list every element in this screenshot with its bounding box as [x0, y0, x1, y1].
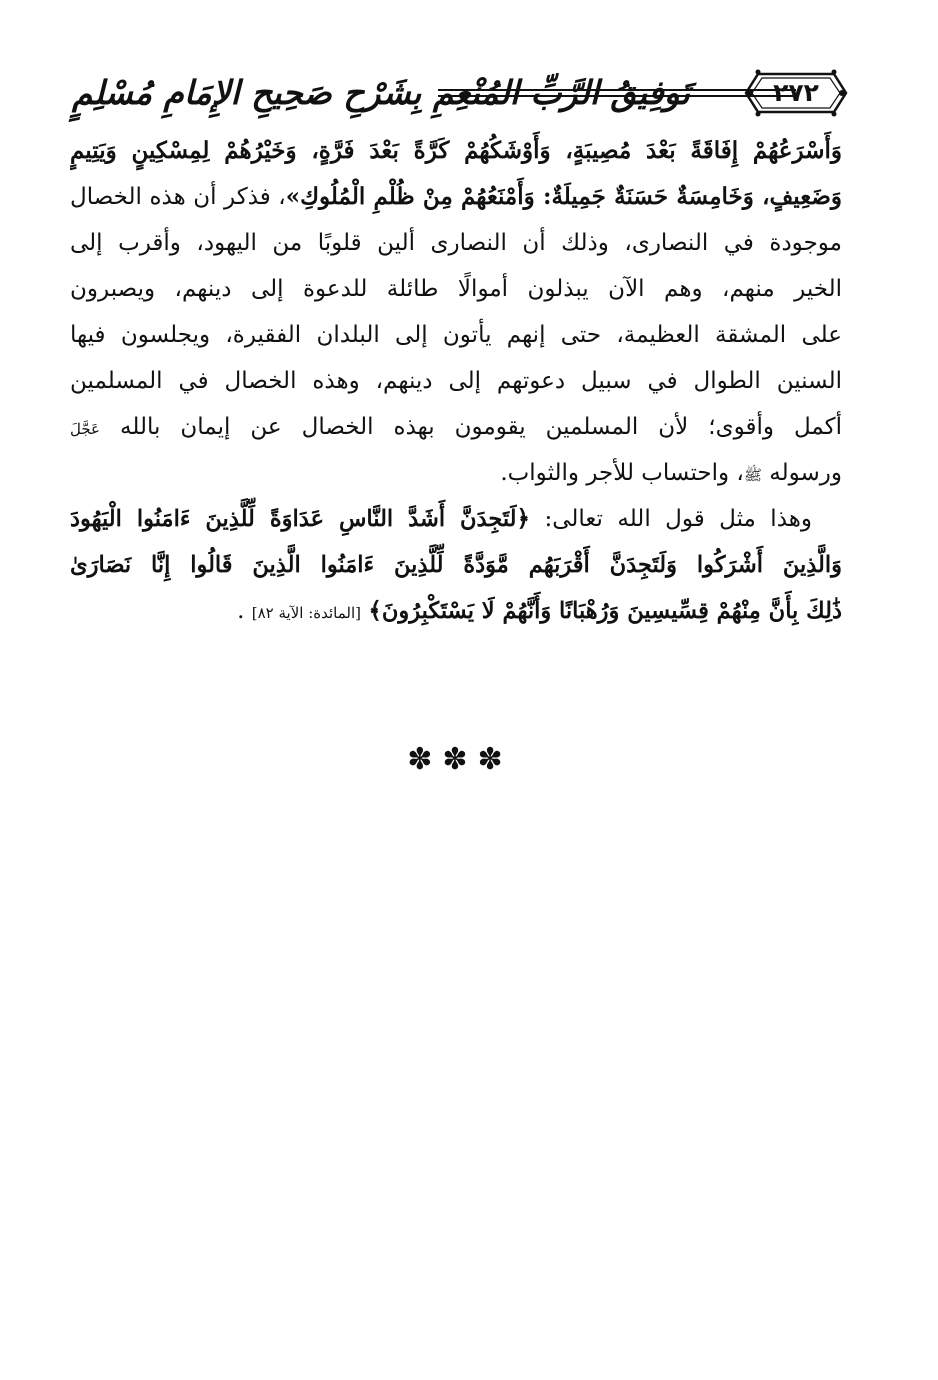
book-title: تَوفِيقُ الرَّبِّ المُنْعِمِ بِشَرْحِ صَحِيحِ الإِمَامِ مُسْلِمٍ — [72, 73, 690, 112]
text-line-6: السنين الطوال في سبيل دعوتهم إلى دينهم، وهذه الخصال في المسلمين — [70, 368, 842, 394]
text-line-3: موجودة في النصارى، وذلك أن النصارى ألين قلوبًا من اليهود، وأقرب إلى — [70, 230, 842, 256]
commentary-start: ، فذكر أن هذه الخصال — [70, 184, 286, 210]
text-line-8-end: ، واحتساب للأجر والثواب. — [500, 460, 744, 486]
text-line-5: على المشقة العظيمة، حتى إنهم يأتون إلى البلدان الفقيرة، ويجلسون فيها — [70, 322, 842, 348]
section-separator: ✽✽✽ — [407, 742, 513, 777]
text-line-7 — [70, 404, 842, 450]
page-header — [60, 56, 852, 130]
text-line-8-start: ورسوله — [769, 460, 842, 486]
verse-reference: [المائدة: الآية ٨٢] — [251, 604, 362, 622]
text-line-1: وَأَسْرَعُهُمْ إِفَاقَةً بَعْدَ مُصِيبَةٍ، وَأَوْشَكُهُمْ كَرَّةً بَعْدَ فَرَّةٍ، وَخَيْرُهُمْ لِمِسْكِينٍ وَيَتِيمٍ — [70, 137, 842, 164]
quran-verse-part-1: لَتَجِدَنَّ أَشَدَّ النَّاسِ عَدَاوَةً لِّلَّذِينَ ءَامَنُوا الْيَهُودَ — [70, 506, 517, 532]
honorific-glyph: عَجَّلَ — [70, 420, 100, 438]
body-text — [70, 128, 842, 634]
quote-intro: وهذا مثل قول الله تعالى: — [544, 506, 813, 532]
quran-close-bracket: ﴾ — [368, 597, 382, 624]
page-number: ٢٧٢ — [773, 78, 819, 107]
hadith-text-end: وَضَعِيفٍ، وَخَامِسَةٌ حَسَنَةٌ جَمِيلَةٌ: وَأَمْنَعُهُمْ مِنْ ظُلْمِ الْمُلُوكِ» — [285, 183, 842, 210]
text-line-8 — [70, 450, 842, 496]
header-rule — [438, 89, 796, 97]
text-line-11 — [70, 588, 842, 634]
text-line-2 — [70, 174, 842, 220]
quran-verse-part-2: وَالَّذِينَ أَشْرَكُوا وَلَتَجِدَنَّ أَقْرَبَهُم مَّوَدَّةً لِّلَّذِينَ ءَامَنُوا الَّذِينَ قَالُوا إِنَّا نَصَارَىٰ — [70, 552, 842, 578]
quran-open-bracket: ﴿ — [516, 505, 531, 532]
text-line-9 — [70, 496, 842, 542]
page-number-badge — [744, 66, 848, 120]
salutation-glyph: ﷺ — [743, 466, 762, 484]
quran-verse-part-3: ذَٰلِكَ بِأَنَّ مِنْهُمْ قِسِّيسِينَ وَرُهْبَانًا وَأَنَّهُمْ لَا يَسْتَكْبِرُونَ — [381, 598, 842, 624]
text-line-7-main: أكمل وأقوى؛ لأن المسلمين يقومون بهذه الخصال عن إيمان بالله — [120, 414, 842, 440]
final-period: . — [237, 598, 245, 624]
text-line-4: الخير منهم، وهم الآن يبذلون أموالًا طائلة للدعوة إلى دينهم، ويصبرون — [70, 276, 842, 302]
